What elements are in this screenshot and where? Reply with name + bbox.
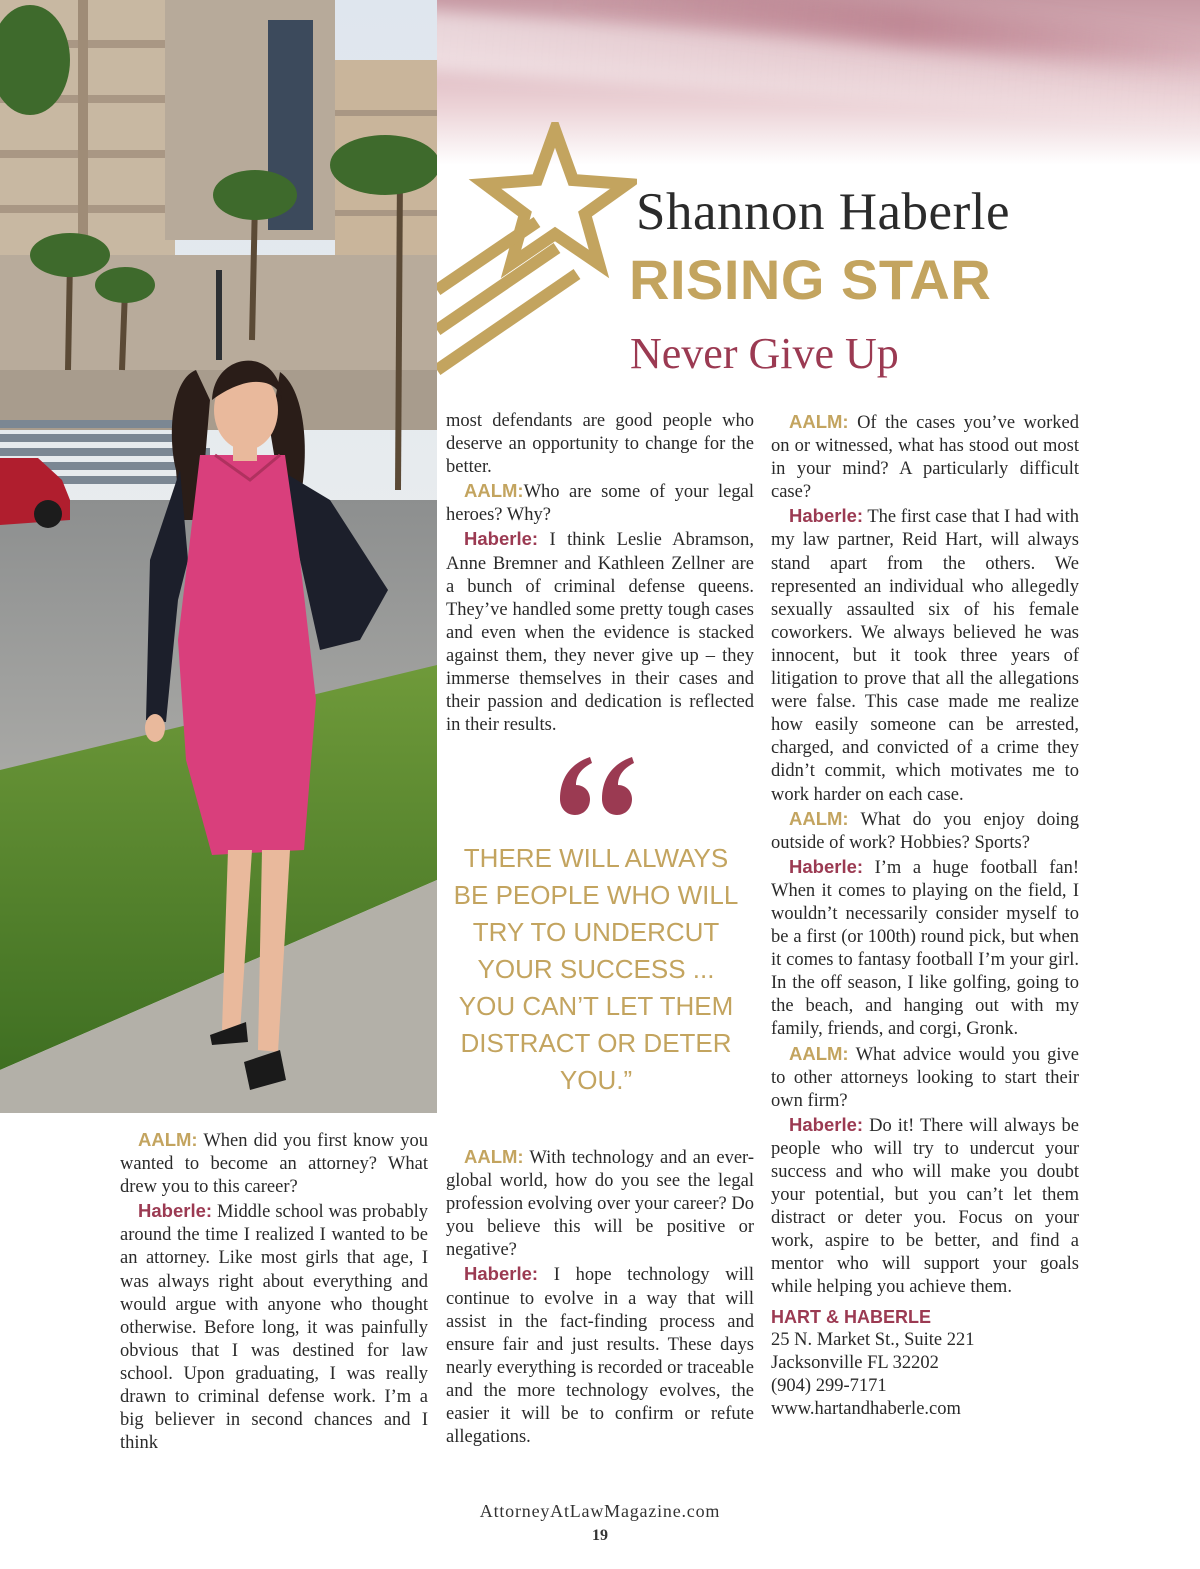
question-paragraph (120, 1128, 428, 1199)
answer-text: Middle school was probably around the time I realized I wanted to be an attorney. Like most girls that age, I was always right about everything and would argue with anyone who thought otherwise. Before long, it was painfully obvious that I was destined for law school. Upon graduating, I was really drawn to criminal defense work. I’m a big believer in second chances and I think (120, 1202, 428, 1454)
portrait-photo (0, 0, 437, 1113)
question-text: When did you first know you wanted to become an attorney? What drew you to this career? (120, 1131, 428, 1198)
answer-text: I think Leslie Abramson, Anne Bremner and Kathleen Zellner are a bunch of criminal defense queens. They’ve handled some pretty tough cases and even when the evidence is stacked against them, they never give up – they immerse themselves in their cases and their passion and dedication is reflected in their results. (446, 530, 754, 736)
answer-text: I hope technology will continue to evolve in a way that will assist in the fact-finding process and ensure fair and just results. These days nearly everything is recorded or traceable and the more technology evolves, the easier it will be to confirm or refute allegations. (446, 1265, 754, 1448)
profile-name: Shannon Haberle (636, 183, 1010, 241)
interviewer-label: AALM: (464, 1146, 524, 1167)
firm-address-line-2: Jacksonville FL 32202 (771, 1352, 939, 1373)
answer-paragraph (120, 1199, 428, 1455)
interviewee-label: Haberle: (464, 528, 539, 550)
interviewee-label: Haberle: (464, 1263, 539, 1285)
answer-paragraph (771, 1113, 1079, 1300)
firm-phone: (904) 299-7171 (771, 1375, 887, 1396)
firm-name: HART & HABERLE (771, 1306, 931, 1327)
question-text: What advice would you give to other attorneys looking to start their own firm? (771, 1044, 1079, 1111)
question-text: What do you enjoy doing outside of work? Hobbies? Sports? (771, 809, 1079, 853)
interviewee-label: Haberle: (789, 855, 864, 877)
firm-website-link[interactable]: www.hartandhaberle.com (771, 1398, 961, 1419)
interviewer-label: AALM: (789, 1042, 849, 1064)
question-paragraph (446, 1145, 754, 1262)
answer-paragraph (771, 855, 1079, 1042)
question-text: Who are some of your legal heroes? Why? (446, 482, 754, 526)
article-column-1 (120, 1128, 428, 1455)
article-subtitle: Never Give Up (630, 329, 899, 378)
answer-text: Do it! There will always be people who will try to undercut your success and who will make you doubt your potential, but you can’t let them distract or deter you. Focus on your work, aspire to be better, and find a mentor who will support your goals while helping you achieve them. (771, 1115, 1079, 1298)
article-column-2-bottom (446, 1145, 754, 1449)
interviewee-label: Haberle: (789, 505, 864, 527)
quote-mark-icon (558, 755, 636, 817)
answer-text: The first case that I had with my law partner, Reid Hart, will always stand apart from the others. We represented an individual who allegedly sexually assaulted six of his female coworkers. We always believed he was innocent, but it took three years of litigation to prove that all the allegations were false. This case made me realize how easily someone can be arrested, charged, and convicted of a crime they didn’t commit, which motivates me to work harder on each case. (771, 507, 1079, 805)
interviewer-label: AALM: (789, 411, 849, 432)
shooting-star-icon (437, 122, 637, 384)
firm-address-line-1: 25 N. Market St., Suite 221 (771, 1329, 975, 1350)
answer-text: I’m a huge football fan! When it comes to playing on the field, I wouldn’t necessarily consider myself to be a first (or 100th) round pick, but when it comes to fantasy football I’m your girl. In the off season, I like golfing, going to the beach, and hanging out with my family, friends, and corgi, Gronk. (771, 857, 1079, 1040)
question-text: With technology and an ever-global world, how do you see the legal profession evolving over your career? Do you believe this will be positive or negative? (446, 1148, 754, 1261)
section-kicker: RISING STAR (629, 248, 992, 311)
interviewee-label: Haberle: (789, 1113, 864, 1135)
footer-website: AttorneyAtLawMagazine.com (479, 1501, 721, 1521)
question-paragraph (771, 807, 1079, 855)
pull-quote: THERE WILL ALWAYS BE PEOPLE WHO WILL TRY TO UNDERCUT YOUR SUCCESS ... YOU CAN’T LET THEM DISTRACT OR DETER YOU.” (453, 843, 739, 1095)
answer-paragraph (446, 527, 754, 737)
answer-paragraph (446, 1262, 754, 1449)
page-number: 19 (592, 1527, 608, 1544)
question-text: Of the cases you’ve worked on or witnessed, what has stood out most in your mind? A particularly difficult case? (771, 413, 1079, 503)
question-paragraph (771, 410, 1079, 504)
interviewer-label: AALM: (789, 807, 849, 829)
continued-paragraph: most defendants are good people who deserve an opportunity to change for the better. (446, 411, 754, 478)
question-paragraph (446, 479, 754, 527)
answer-paragraph (771, 504, 1079, 806)
interviewer-label: AALM: (464, 480, 524, 502)
article-column-2-top (446, 410, 754, 737)
question-paragraph (771, 1042, 1079, 1113)
interviewer-label: AALM: (138, 1129, 198, 1150)
interviewee-label: Haberle: (138, 1200, 213, 1222)
article-column-3 (771, 410, 1079, 1421)
